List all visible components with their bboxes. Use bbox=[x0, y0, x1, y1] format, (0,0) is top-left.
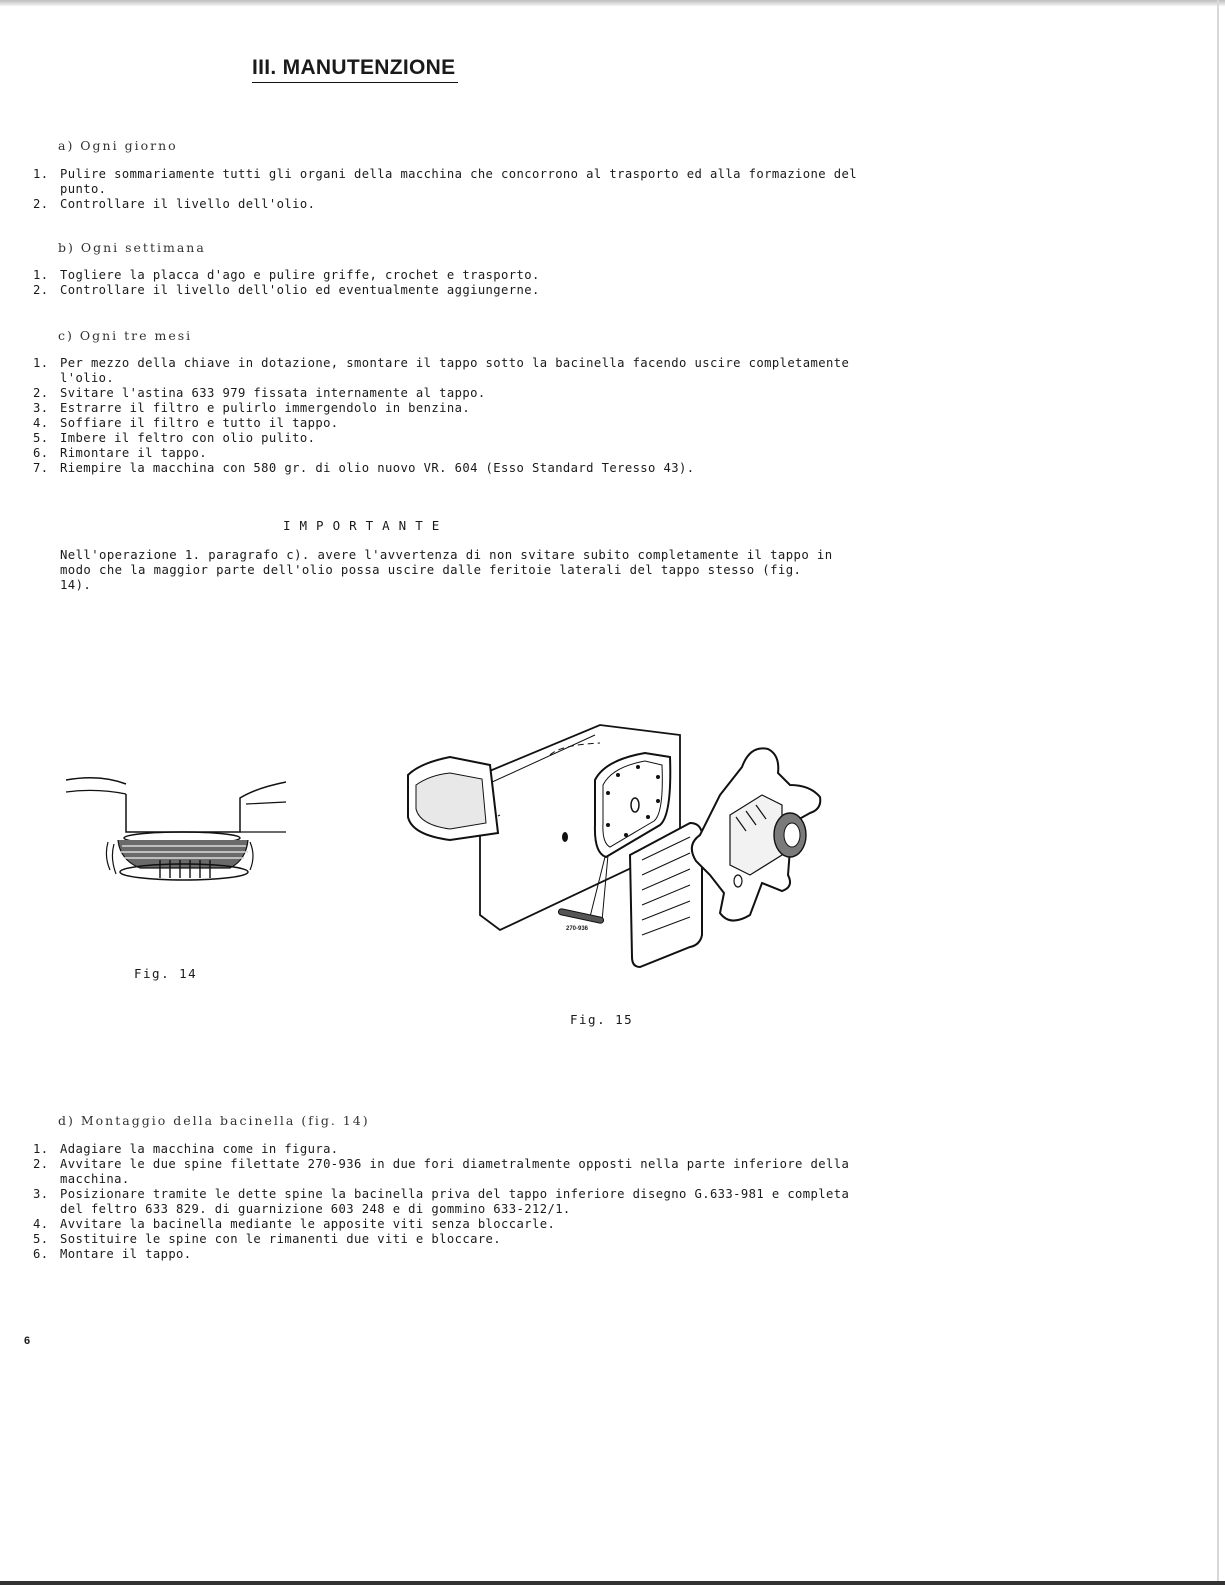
page-number: 6 bbox=[24, 1335, 31, 1347]
list-item: 4. Soffiare il filtro e tutto il tappo. bbox=[33, 416, 339, 430]
list-item: 2. Avvitare le due spine filettate 270-936 in due fori diametralmente opposti nella parte inferiore della macchina. bbox=[33, 1157, 850, 1186]
fig-14-drawing bbox=[60, 770, 300, 900]
list-item: 1. Per mezzo della chiave in dotazione, smontare il tappo sotto la bacinella facendo uscire completamente l'olio. bbox=[33, 356, 850, 385]
important-note: Nell'operazione 1. paragrafo c). avere l'avvertenza di non svitare subito completamente il tappo in modo che la maggior parte dell'olio possa uscire dalle feritoie laterali del tappo stesso (fig. 14). bbox=[60, 548, 833, 592]
fig-14-caption: Fig. 14 bbox=[134, 966, 198, 981]
section-c-list bbox=[33, 356, 860, 476]
fig-15-drawing bbox=[390, 705, 840, 975]
list-item: 2. Controllare il livello dell'olio ed eventualmente aggiungerne. bbox=[33, 283, 540, 297]
page-title: III. MANUTENZIONE bbox=[252, 56, 458, 83]
section-c-heading: c) Ogni tre mesi bbox=[58, 328, 193, 343]
list-item: 1. Adagiare la macchina come in figura. bbox=[33, 1142, 339, 1156]
section-b-list bbox=[33, 268, 860, 298]
list-item: 1. Pulire sommariamente tutti gli organi della macchina che concorrono al trasporto ed alla formazione del punto. bbox=[33, 167, 857, 196]
section-b-heading: b) Ogni settimana bbox=[58, 240, 206, 255]
section-a-list bbox=[33, 167, 860, 212]
scan-edge-top bbox=[0, 0, 1225, 6]
list-item: 7. Riempire la macchina con 580 gr. di olio nuovo VR. 604 (Esso Standard Teresso 43). bbox=[33, 461, 695, 475]
list-item: 4. Avvitare la bacinella mediante le apposite viti senza bloccarle. bbox=[33, 1217, 556, 1231]
list-item: 6. Montare il tappo. bbox=[33, 1247, 192, 1261]
fig-15-part-label: 270-936 bbox=[566, 926, 589, 932]
list-item: 5. Imbere il feltro con olio pulito. bbox=[33, 431, 316, 445]
fig-15-caption: Fig. 15 bbox=[570, 1012, 634, 1027]
scan-edge-bottom bbox=[0, 1581, 1225, 1585]
section-d-heading: d) Montaggio della bacinella (fig. 14) bbox=[58, 1113, 370, 1128]
important-heading: IMPORTANTE bbox=[283, 518, 449, 533]
section-a-heading: a) Ogni giorno bbox=[58, 138, 178, 153]
list-item: 1. Togliere la placca d'ago e pulire griffe, crochet e trasporto. bbox=[33, 268, 540, 282]
list-item: 3. Posizionare tramite le dette spine la bacinella priva del tappo inferiore disegno G.633-981 e completa del feltro 633 829. di guarnizione 603 248 e di gommino 633-212/1. bbox=[33, 1187, 850, 1216]
list-item: 3. Estrarre il filtro e pulirlo immergendolo in benzina. bbox=[33, 401, 471, 415]
list-item: 6. Rimontare il tappo. bbox=[33, 446, 208, 460]
list-item: 2. Controllare il livello dell'olio. bbox=[33, 197, 316, 211]
list-item: 5. Sostituire le spine con le rimanenti due viti e bloccare. bbox=[33, 1232, 502, 1246]
scan-edge-right bbox=[1217, 0, 1219, 1585]
section-d-list bbox=[33, 1142, 860, 1262]
list-item: 2. Svitare l'astina 633 979 fissata internamente al tappo. bbox=[33, 386, 486, 400]
